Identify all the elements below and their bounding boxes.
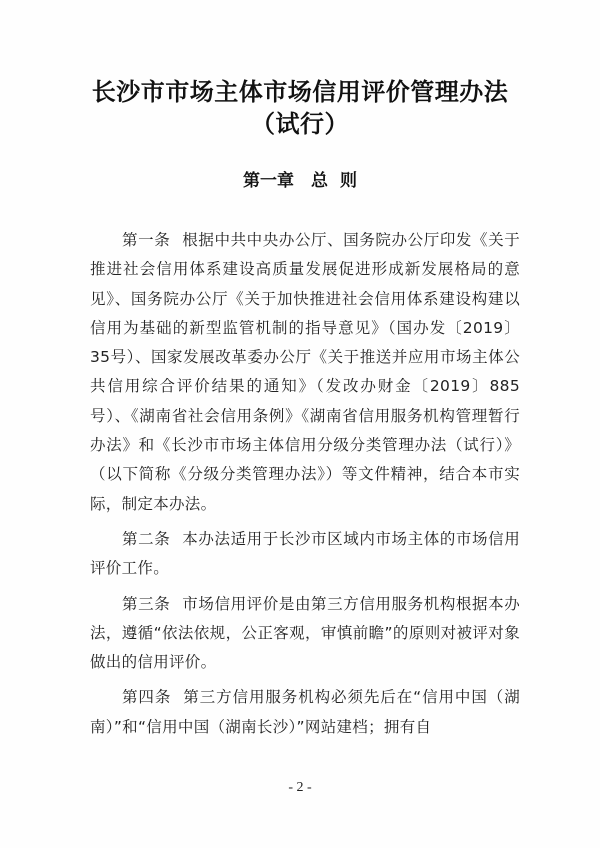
article-text: 根据中共中央办公厅、国务院办公厅印发《关于推进社会信用体系建设高质量发展促进形成新发展格局的意见》、国务院办公厅《关于加快推进社会信用体系建设构建以信用为基础的新型监管机制的指导意见》（国办发〔2019〕35号）、国家发展改革委办公厅《关于推送并应用市场主体公共信用综合评价结果的通知》（发改办财金〔2019〕885号）、《湖南省社会信用条例》《湖南省信用服务机构管理暂行办法》和《长沙市市场主体信用分级分类管理办法（试行）》（以下简称《分级分类管理办法》）等文件精神，结合本市实际，制定本办法。 bbox=[90, 231, 520, 513]
document-title-suffix: （试行） bbox=[251, 109, 349, 138]
article-2 bbox=[90, 525, 520, 584]
article-number: 第四条 bbox=[122, 688, 172, 707]
article-number: 第二条 bbox=[122, 529, 171, 548]
article-4 bbox=[90, 683, 520, 742]
chapter-heading: 第一章 总 则 bbox=[243, 171, 357, 191]
article-number: 第一条 bbox=[122, 231, 171, 249]
document-body bbox=[90, 226, 520, 748]
article-1 bbox=[90, 226, 520, 519]
article-text: 本办法适用于长沙市区域内市场主体的市场信用评价工作。 bbox=[90, 529, 520, 578]
article-text: 市场信用评价是由第三方信用服务机构根据本办法，遵循“依法依规，公正客观，审慎前瞻”的原则对被评对象做出的信用评价。 bbox=[90, 594, 520, 672]
page-number: - 2 - bbox=[288, 780, 312, 795]
article-text: 第三方信用服务机构必须先后在“信用中国（湖南）”和“信用中国（湖南长沙）”网站建档；拥有自 bbox=[90, 688, 520, 736]
document-title: 长沙市市场主体市场信用评价管理办法 bbox=[91, 77, 509, 106]
article-3 bbox=[90, 590, 520, 678]
article-number: 第三条 bbox=[122, 594, 171, 613]
